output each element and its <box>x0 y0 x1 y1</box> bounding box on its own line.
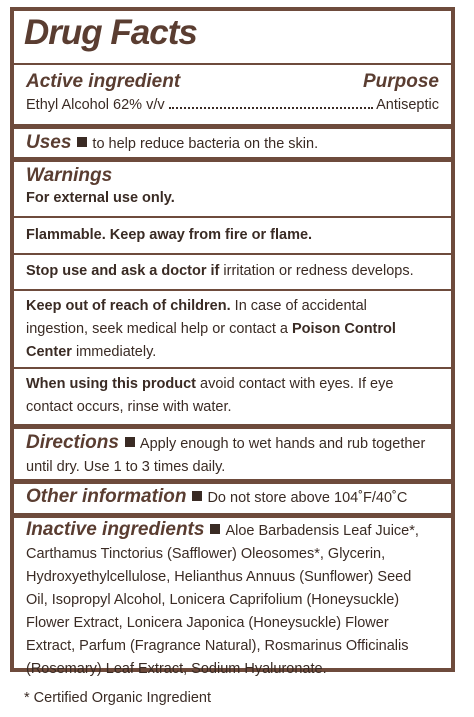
warning-flammable: Flammable. Keep away from fire or flame. <box>26 227 313 243</box>
stop-use-label: Stop use and ask a doctor if <box>26 263 220 279</box>
poison-control-label: Poison Control <box>292 321 396 337</box>
bullet-square-icon <box>125 437 135 447</box>
dot-leader <box>169 107 373 109</box>
when-using-text-2: contact occurs, rinse with water. <box>26 399 232 415</box>
uses-text: to help reduce bacteria on the skin. <box>92 136 319 152</box>
divider <box>14 367 451 369</box>
keep-out-label: Keep out of reach of children. <box>26 298 231 314</box>
inactive-ingredients-heading: Inactive ingredients <box>26 519 205 540</box>
divider <box>14 289 451 291</box>
inactive-line-1: Carthamus Tinctorius (Safflower) Oleosomes*, Glycerin, <box>26 546 386 562</box>
divider <box>14 63 451 65</box>
warnings-heading: Warnings <box>26 165 113 186</box>
inactive-line-5: Extract, Parfum (Fragrance Natural), Rosmarinus Officinalis <box>26 638 409 654</box>
inactive-ingredients-section <box>26 518 439 681</box>
inactive-line-6: (Rosemary) Leaf Extract, Sodium Hyaluronate. <box>26 661 327 677</box>
uses-heading: Uses <box>26 132 72 153</box>
keep-out-text-1: In case of accidental <box>234 298 367 314</box>
stop-use-text: irritation or redness develops. <box>223 263 414 279</box>
divider <box>14 479 451 484</box>
other-information-text: Do not store above 104˚F/40˚C <box>207 490 408 506</box>
directions-line-1: Apply enough to wet hands and rub together <box>139 436 426 452</box>
drug-facts-title: Drug Facts <box>24 13 197 52</box>
inactive-line-3: Oil, Isopropyl Alcohol, Lonicera Caprifolium (Honeysuckle) <box>26 592 400 608</box>
center-label: Center <box>26 344 72 360</box>
bullet-square-icon <box>192 491 202 501</box>
warning-external: For external use only. <box>26 190 175 206</box>
divider <box>14 124 451 129</box>
purpose-heading: Purpose <box>362 71 439 92</box>
when-using-label: When using this product <box>26 376 196 392</box>
bullet-square-icon <box>77 137 87 147</box>
divider <box>14 253 451 255</box>
uses-section <box>26 132 439 156</box>
inactive-line-2: Hydroxyethylcellulose, Helianthus Annuus (Sunflower) Seed <box>26 569 412 585</box>
divider <box>14 216 451 218</box>
inactive-line-0: Aloe Barbadensis Leaf Juice*, <box>225 523 419 539</box>
other-information-heading: Other information <box>26 486 187 507</box>
divider <box>14 424 451 429</box>
purpose-value: Antiseptic <box>376 97 439 113</box>
warnings-heading-row <box>26 165 439 187</box>
inactive-line-4: Flower Extract, Lonicera Japonica (Honeysuckle) Flower <box>26 615 389 631</box>
directions-heading: Directions <box>26 432 119 453</box>
footnote-organic: * Certified Organic Ingredient <box>24 690 211 706</box>
other-information-section <box>26 485 439 510</box>
bullet-square-icon <box>210 524 220 534</box>
divider <box>14 157 451 162</box>
warning-stop-use <box>26 260 439 283</box>
keep-out-text-2: ingestion, seek medical help or contact a <box>26 321 288 337</box>
directions-section <box>26 431 439 479</box>
warning-when-using <box>26 373 439 419</box>
active-ingredient-heading: Active ingredient <box>26 71 181 92</box>
directions-line-2: until dry. Use 1 to 3 times daily. <box>26 459 226 475</box>
drug-facts-panel <box>10 7 455 677</box>
keep-out-text-3: immediately. <box>75 344 157 360</box>
active-ingredient-header-row <box>26 71 439 93</box>
warning-keep-out <box>26 295 439 364</box>
when-using-text-1: avoid contact with eyes. If eye <box>200 376 394 392</box>
active-ingredient-row <box>26 97 439 113</box>
active-ingredient-value: Ethyl Alcohol 62% v/v <box>26 97 165 113</box>
